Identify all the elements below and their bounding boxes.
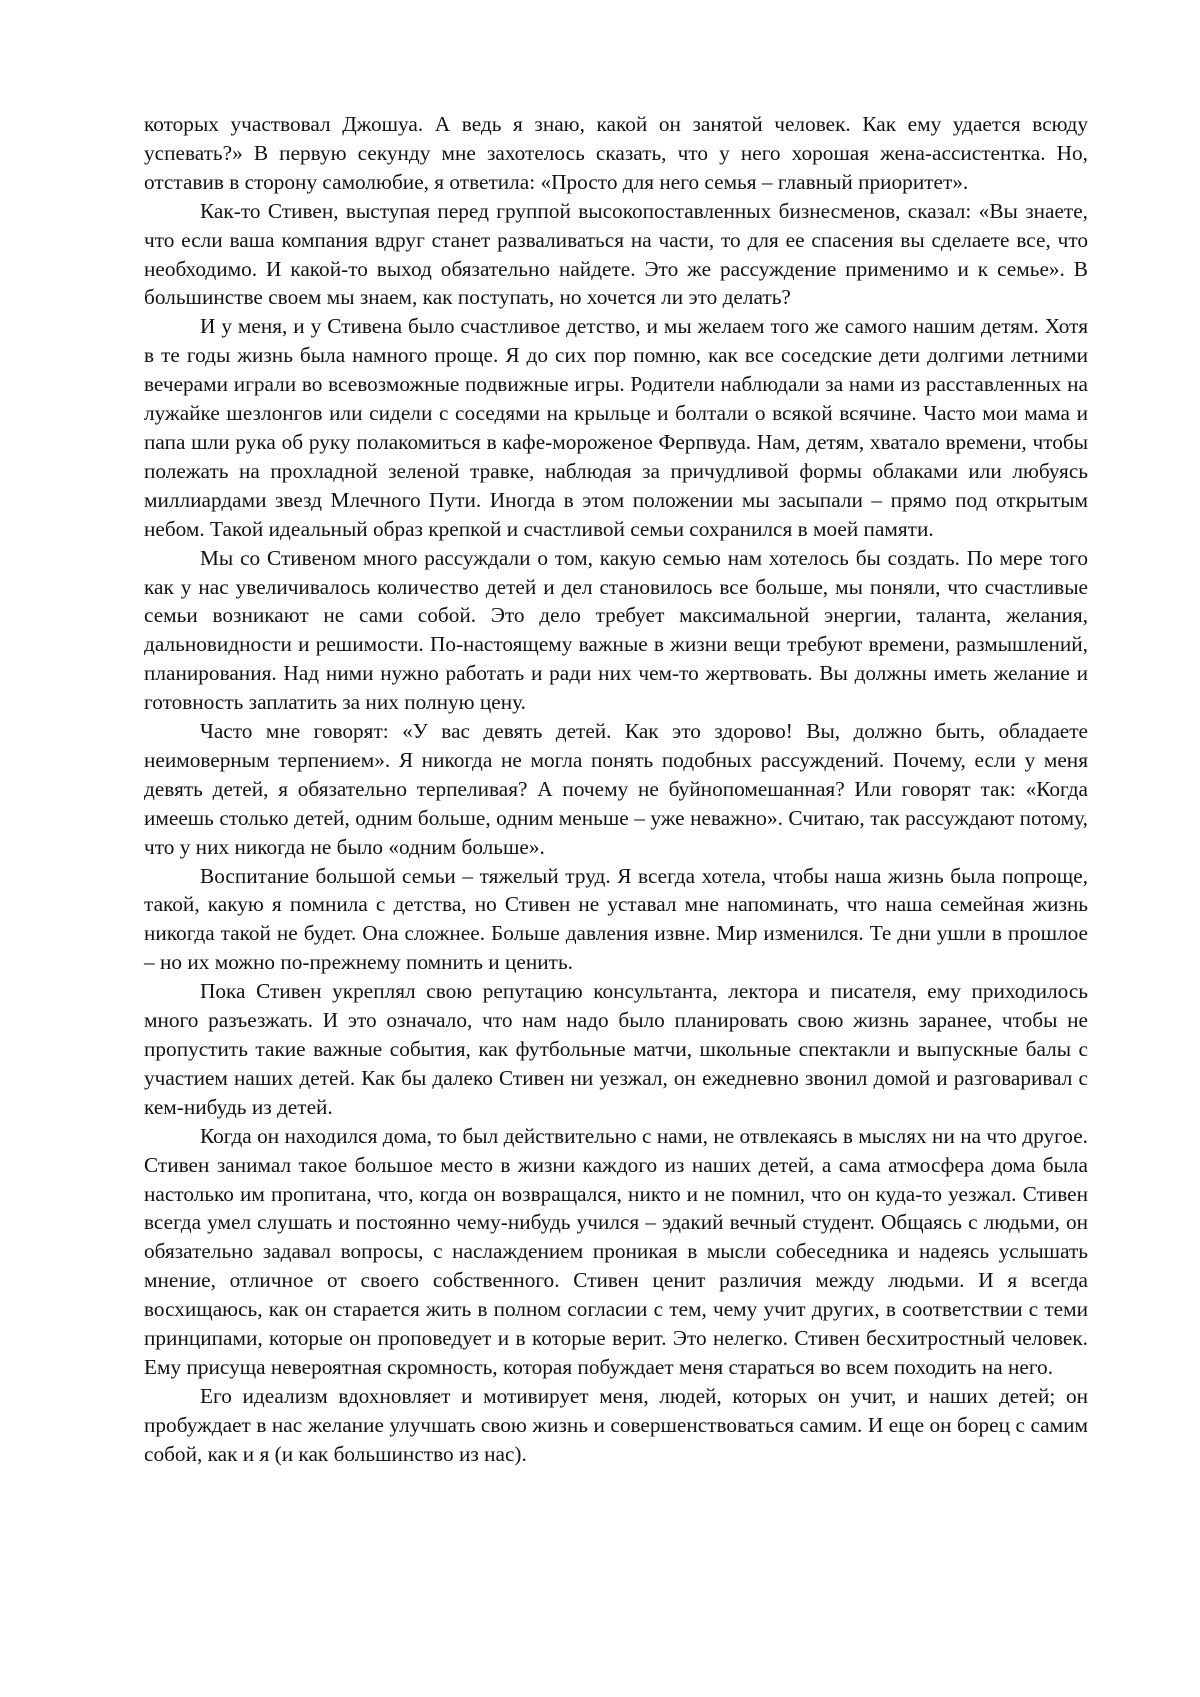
paragraph: Пока Стивен укреплял свою репутацию консультанта, лектора и писателя, ему приходилось много разъезжать. И это означало, что нам надо было планировать свою жизнь заранее, чтобы не пропустить такие важные события, как футбольные матчи, школьные спектакли и выпускные балы с участием наших детей. Как бы далеко Стивен ни уезжал, он ежедневно звонил домой и разговаривал с кем-нибудь из детей. [144, 979, 1088, 1119]
paragraph-continuation: которых участвовал Джошуа. А ведь я знаю, какой он занятой человек. Как ему удается всюду успевать?» В первую секунду мне захотелось сказать, что у него хорошая жена-ассистентка. Но, отставив в сторону самолюбие, я ответила: «Просто для него семья – главный приоритет». [144, 112, 1088, 194]
paragraph: Как-то Стивен, выступая перед группой высокопоставленных бизнесменов, сказал: «Вы знаете, что если ваша компания вдруг станет разваливаться на части, то для ее спасения вы сделаете все, что необходимо. И какой-то выход обязательно найдете. Это же рассуждение применимо и к семье». В большинстве своем мы знаем, как поступать, но хочется ли это делать? [144, 198, 1088, 310]
document-page [144, 110, 1088, 1469]
paragraph: Часто мне говорят: «У вас девять детей. Как это здорово! Вы, должно быть, обладаете неимоверным терпением». Я никогда не могла понять подобных рассуждений. Почему, если у меня девять детей, я обязательно терпеливая? А почему не буйнопомешанная? Или говорят так: «Когда имеешь столько детей, одним больше, одним меньше – уже неважно». Считаю, так рассуждают потому, что у них никогда не было «одним больше». [144, 719, 1088, 859]
paragraph: Мы со Стивеном много рассуждали о том, какую семью нам хотелось бы создать. По мере того как у нас увеличивалось количество детей и дел становилось все больше, мы поняли, что счастливые семьи возникают не сами собой. Это дело требует максимальной энергии, таланта, желания, дальновидности и решимости. По-настоящему важные в жизни вещи требуют времени, размышлений, планирования. Над ними нужно работать и ради них чем-то жертвовать. Вы должны иметь желание и готовность заплатить за них полную цену. [144, 545, 1088, 715]
paragraph: И у меня, и у Стивена было счастливое детство, и мы желаем того же самого нашим детям. Хотя в те годы жизнь была намного проще. Я до сих пор помню, как все соседские дети долгими летними вечерами играли во всевозможные подвижные игры. Родители наблюдали за нами из расставленных на лужайке шезлонгов или сидели с соседями на крыльце и болтали о всякой всячине. Часто мои мама и папа шли рука об руку полакомиться в кафе-мороженое Ферпвуда. Нам, детям, хватало времени, чтобы полежать на прохладной зеленой травке, наблюдая за причудливой формы облаками или любуясь миллиардами звезд Млечного Пути. Иногда в этом положении мы засыпали – прямо под открытым небом. Такой идеальный образ крепкой и счастливой семьи сохранился в моей памяти. [144, 314, 1088, 541]
paragraph: Воспитание большой семьи – тяжелый труд. Я всегда хотела, чтобы наша жизнь была попроще, такой, какую я помнила с детства, но Стивен не уставал мне напоминать, что наша семейная жизнь никогда такой не будет. Она сложнее. Больше давления извне. Мир изменился. Те дни ушли в прошлое – но их можно по-прежнему помнить и ценить. [144, 863, 1088, 975]
paragraph: Его идеализм вдохновляет и мотивирует меня, людей, которых он учит, и наших детей; он пробуждает в нас желание улучшать свою жизнь и совершенствоваться самим. И еще он борец с самим собой, как и я (и как большинство из нас). [144, 1383, 1088, 1466]
paragraph: Когда он находился дома, то был действительно с нами, не отвлекаясь в мыслях ни на что другое. Стивен занимал такое большое место в жизни каждого из наших детей, а сама атмосфера дома была настолько им пропитана, что, когда он возвращался, никто и не помнил, что он куда-то уезжал. Стивен всегда умел слушать и постоянно чему-нибудь учился – эдакий вечный студент. Общаясь с людьми, он обязательно задавал вопросы, с наслаждением проникая в мысли собеседника и надеясь услышать мнение, отличное от своего собственного. Стивен ценит различия между людьми. И я всегда восхищаюсь, как он старается жить в полном согласии с тем, чему учит других, в соответствии с теми принципами, которые он проповедует и в которые верит. Это нелегко. Стивен бесхитростный человек. Ему присуща невероятная скромность, которая побуждает меня стараться во всем походить на него. [144, 1123, 1088, 1379]
